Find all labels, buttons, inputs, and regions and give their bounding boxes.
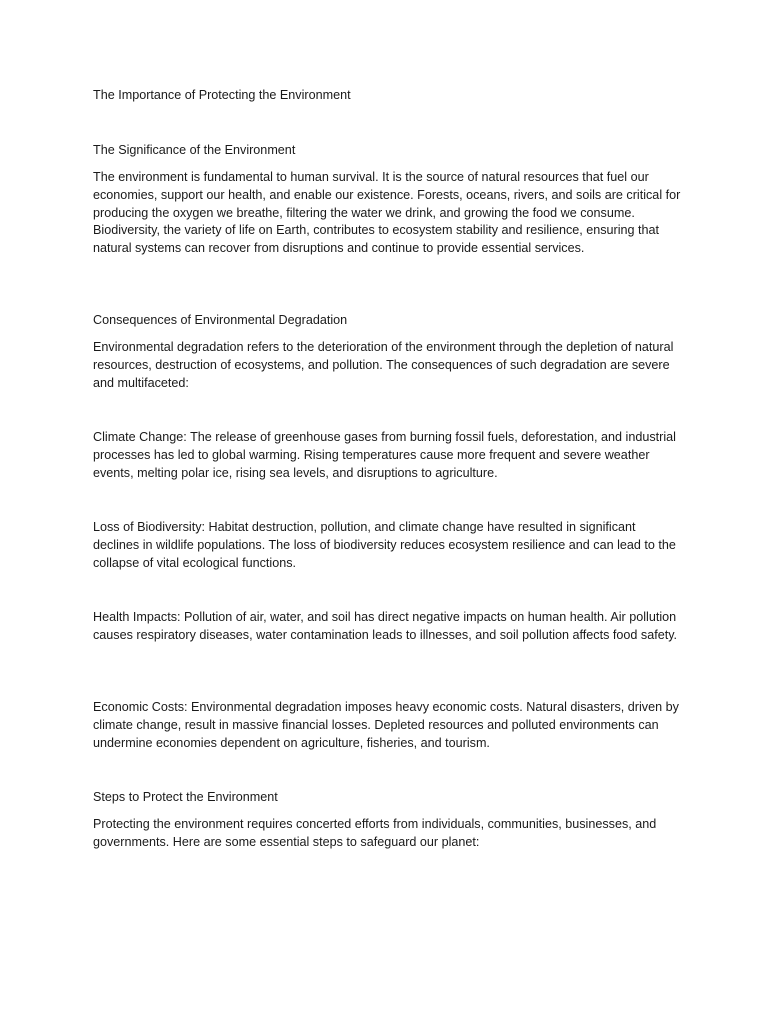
paragraph-steps-intro: Protecting the environment requires concerted efforts from individuals, communities, businesses, and governments. Here are some essential steps to safeguard our planet:: [93, 817, 657, 849]
paragraph-loss-of-biodiversity: Loss of Biodiversity: Habitat destruction, pollution, and climate change have resulted in significant declines in wildlife populations. The loss of biodiversity reduces ecosystem resilience and can lead to the collapse of vital ecological functions.: [93, 520, 676, 570]
paragraph-consequences-intro: Environmental degradation refers to the deterioration of the environment through the depletion of natural resources, destruction of ecosystems, and pollution. The consequences of such degradation are severe and multifaceted:: [93, 340, 674, 390]
section-heading-significance: The Significance of the Environment: [93, 143, 296, 157]
section-heading-consequences: Consequences of Environmental Degradation: [93, 313, 348, 327]
document-title: The Importance of Protecting the Environment: [93, 88, 351, 102]
paragraph-climate-change: Climate Change: The release of greenhouse gases from burning fossil fuels, deforestation, and industrial processes has led to global warming. Rising temperatures cause more frequent and severe weather events, melting polar ice, rising sea levels, and disruptions to agriculture.: [93, 430, 676, 480]
paragraph-economic-costs: Economic Costs: Environmental degradation imposes heavy economic costs. Natural disasters, driven by climate change, result in massive financial losses. Depleted resources and polluted environments can undermine economies dependent on agriculture, fisheries, and tourism.: [93, 700, 679, 750]
paragraph-significance: The environment is fundamental to human survival. It is the source of natural resources that fuel our economies, support our health, and enable our existence. Forests, oceans, rivers, and soils are critical for producing the oxygen we breathe, filtering the water we drink, and growing the food we consume. Biodiversity, the variety of life on Earth, contributes to ecosystem stability and resilience, ensuring that natural systems can recover from disruptions and continue to provide essential services.: [93, 170, 681, 256]
section-heading-steps: Steps to Protect the Environment: [93, 790, 278, 804]
paragraph-health-impacts: Health Impacts: Pollution of air, water, and soil has direct negative impacts on human health. Air pollution causes respiratory diseases, water contamination leads to illnesses, and soil pollution affects food safety.: [93, 610, 678, 642]
